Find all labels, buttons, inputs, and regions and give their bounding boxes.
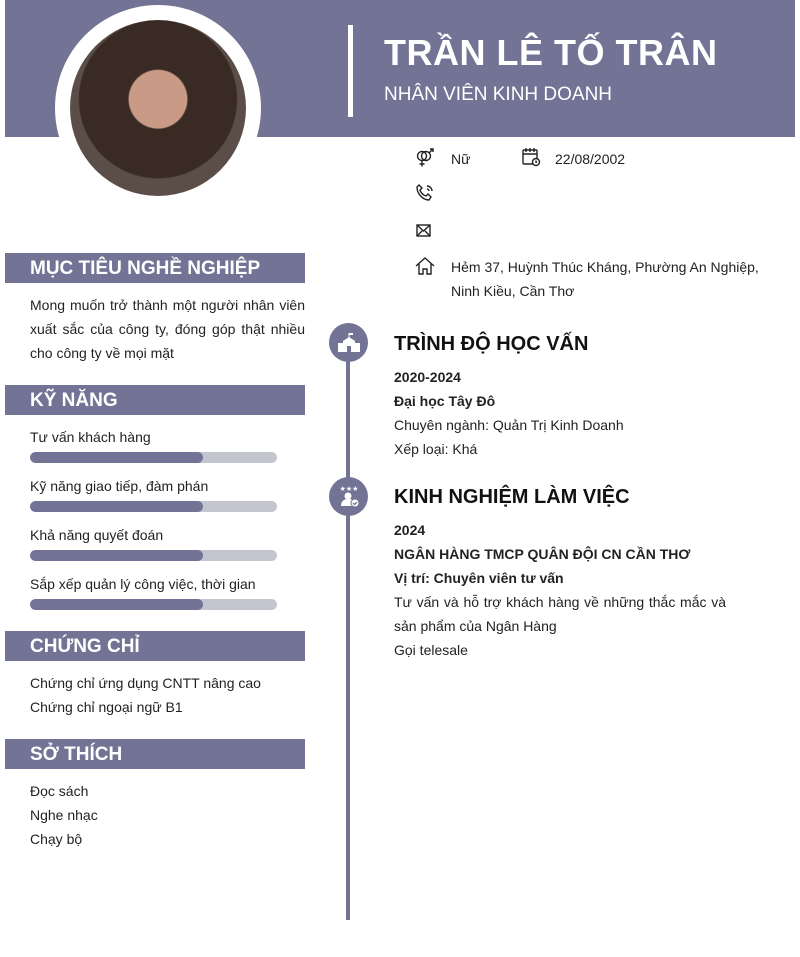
objective-line: xuất sắc của công ty, đóng góp thật nhiều (30, 321, 305, 337)
birthday-value: 22/08/2002 (555, 151, 626, 167)
skill-bar-fill (30, 501, 203, 512)
skill-bar (30, 599, 277, 610)
gender-value: Nữ (451, 151, 471, 167)
experience-desc: sản phẩm của Ngân Hàng (394, 618, 557, 634)
address-line-1: Hẻm 37, Huỳnh Thúc Kháng, Phường An Nghiệp, (451, 259, 759, 275)
skill-bar (30, 550, 277, 561)
certificates-heading: CHỨNG CHỈ (5, 631, 305, 661)
hobby-item: Chạy bộ (30, 831, 83, 847)
header-divider (348, 25, 353, 117)
experience-position: Vị trí: Chuyên viên tư vấn (394, 570, 564, 586)
phone-icon (415, 183, 435, 203)
hobbies-heading: SỞ THÍCH (5, 739, 305, 769)
experience-desc: Tư vấn và hỗ trợ khách hàng về những thắc mắc và (394, 594, 726, 610)
svg-text:★★★: ★★★ (339, 485, 358, 493)
objective-line: Mong muốn trở thành một người nhân viên (30, 297, 305, 313)
avatar (70, 20, 246, 196)
calendar-icon (521, 147, 541, 167)
experience-icon (329, 477, 368, 516)
school-icon (329, 323, 368, 362)
education-school: Đại học Tây Đô (394, 393, 496, 409)
hobby-item: Nghe nhạc (30, 807, 98, 823)
experience-desc: Gọi telesale (394, 642, 468, 658)
skill-bar-fill (30, 599, 203, 610)
skill-bar (30, 501, 277, 512)
education-period: 2020-2024 (394, 369, 461, 385)
timeline-line (346, 340, 350, 920)
candidate-name: TRẦN LÊ TỐ TRÂN (384, 32, 718, 73)
skill-bar (30, 452, 277, 463)
gender-icon (415, 148, 435, 168)
certificate-item: Chứng chỉ ứng dụng CNTT nâng cao (30, 675, 261, 691)
skill-label: Kỹ năng giao tiếp, đàm phán (30, 478, 209, 494)
objective-heading: MỤC TIÊU NGHỀ NGHIỆP (5, 253, 305, 283)
skill-label: Sắp xếp quản lý công việc, thời gian (30, 576, 256, 592)
experience-period: 2024 (394, 522, 426, 538)
skill-bar-fill (30, 550, 203, 561)
education-heading: TRÌNH ĐỘ HỌC VẤN (394, 333, 589, 355)
skill-bar-fill (30, 452, 203, 463)
job-title: NHÂN VIÊN KINH DOANH (384, 84, 613, 105)
hobby-item: Đọc sách (30, 783, 89, 799)
skills-heading: KỸ NĂNG (5, 385, 305, 415)
experience-company: NGÂN HÀNG TMCP QUÂN ĐỘI CN CẦN THƠ (394, 546, 691, 562)
skill-label: Khả năng quyết đoán (30, 527, 164, 543)
education-major: Chuyên ngành: Quản Trị Kinh Doanh (394, 417, 624, 433)
education-grade: Xếp loại: Khá (394, 441, 478, 457)
objective-line: cho công ty về mọi mặt (30, 345, 174, 361)
email-icon (415, 221, 435, 241)
experience-heading: KINH NGHIỆM LÀM VIỆC (394, 486, 630, 508)
skill-label: Tư vấn khách hàng (30, 429, 151, 445)
home-icon (415, 256, 435, 276)
certificate-item: Chứng chỉ ngoại ngữ B1 (30, 699, 183, 715)
address-line-2: Ninh Kiều, Cần Thơ (451, 283, 575, 299)
